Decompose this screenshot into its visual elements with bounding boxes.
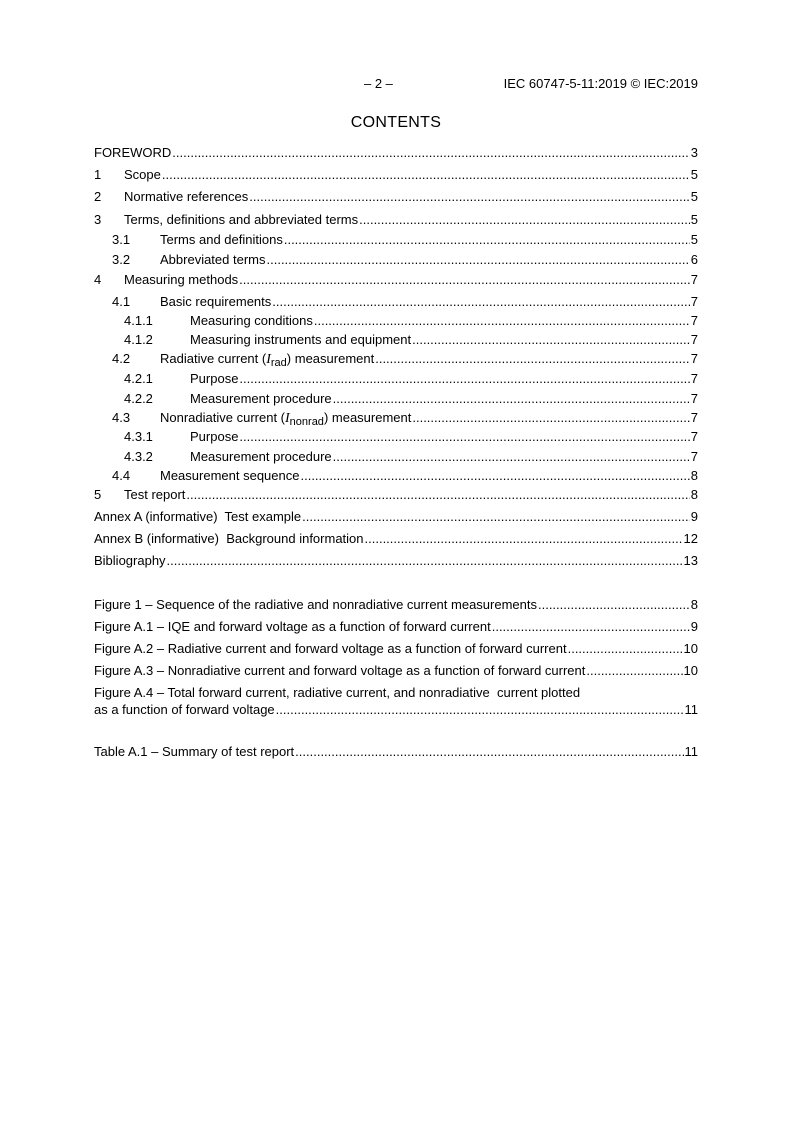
toc-page: 7 [690, 410, 698, 425]
toc-entry-4-3[interactable] [94, 409, 698, 427]
toc-number: 2 [94, 189, 102, 204]
toc-number: 1 [94, 167, 102, 182]
leader-dots [239, 370, 689, 388]
leader-dots [359, 211, 690, 229]
toc-number: 4 [94, 272, 102, 287]
leader-dots [249, 188, 689, 206]
toc-number: 4.4 [112, 468, 131, 483]
page-number: – 2 – [364, 76, 393, 91]
toc-entry-3-2[interactable] [94, 251, 698, 269]
toc-label: Test report [124, 487, 186, 502]
toc-entry-4[interactable] [94, 271, 698, 289]
leader-dots [272, 293, 689, 311]
toc-label: Bibliography [94, 553, 166, 568]
leader-dots [239, 428, 689, 446]
leader-dots [412, 331, 690, 349]
toc-number: 4.3.1 [124, 429, 153, 444]
leader-dots [302, 508, 690, 526]
figure-label-line1: Figure A.4 – Total forward current, radiative current, and nonradiative current plotted [94, 685, 581, 700]
toc-label: Measuring conditions [190, 313, 313, 328]
toc-page: 8 [690, 468, 698, 483]
toc-entry-annex-b[interactable] [94, 530, 698, 548]
symbol-current: I [266, 352, 271, 367]
toc-number: 4.1.1 [124, 313, 153, 328]
leader-dots [333, 390, 690, 408]
toc-page: 7 [690, 391, 698, 406]
toc-page: 7 [690, 313, 698, 328]
figure-page: 10 [683, 663, 698, 678]
leader-dots [365, 530, 683, 548]
leader-dots [300, 467, 689, 485]
toc-number: 4.2.1 [124, 371, 153, 386]
leader-dots [333, 448, 690, 466]
leader-dots [239, 271, 690, 289]
leader-dots [375, 350, 690, 368]
toc-label: Normative references [124, 189, 249, 204]
toc-number: 4.2.2 [124, 391, 153, 406]
toc-number: 4.1 [112, 294, 131, 309]
toc-page: 7 [690, 272, 698, 287]
toc-entry-1[interactable] [94, 166, 698, 184]
toc-label: Measurement procedure [190, 391, 332, 406]
toc-page: 7 [690, 449, 698, 464]
toc-page: 9 [690, 509, 698, 524]
figure-page: 9 [690, 619, 698, 634]
contents-title: CONTENTS [350, 114, 442, 131]
symbol-current: I [285, 411, 290, 426]
toc-entry-3[interactable] [94, 211, 698, 229]
leader-dots [162, 166, 690, 184]
figure-page: 10 [683, 641, 698, 656]
toc-label: Scope [124, 167, 161, 182]
leader-dots [538, 596, 690, 614]
toc-entry-3-1[interactable] [94, 231, 698, 249]
figure-page: 8 [690, 597, 698, 612]
figure-label-line2: as a function of forward voltage [94, 702, 275, 717]
toc-entry-4-4[interactable] [94, 467, 698, 485]
toc-entry-4-3-1[interactable] [94, 428, 698, 446]
toc-label: Measurement procedure [190, 449, 332, 464]
toc-entry-4-3-2[interactable] [94, 448, 698, 466]
toc-label: Measuring methods [124, 272, 239, 287]
leader-dots [295, 743, 683, 761]
figure-entry-a2[interactable] [94, 640, 698, 658]
toc-entry-4-2-2[interactable] [94, 390, 698, 408]
toc-entry-4-2[interactable] [94, 350, 698, 368]
toc-label: Terms, definitions and abbreviated terms [124, 212, 359, 227]
toc-entry-5[interactable] [94, 486, 698, 504]
toc-entry-4-1-1[interactable] [94, 312, 698, 330]
document-id: IEC 60747-5-11:2019 © IEC:2019 [503, 76, 698, 91]
toc-number: 3.1 [112, 232, 131, 247]
leader-dots [167, 552, 683, 570]
toc-number: 3.2 [112, 252, 131, 267]
toc-entry-bibliography[interactable] [94, 552, 698, 570]
figure-label: Figure 1 – Sequence of the radiative and nonradiative current measurements [94, 597, 537, 612]
leader-dots [492, 618, 690, 636]
toc-label: Abbreviated terms [160, 252, 266, 267]
toc-page: 7 [690, 429, 698, 444]
leader-dots [276, 701, 684, 718]
toc-label: Measurement sequence [160, 468, 300, 483]
toc-page: 13 [683, 553, 698, 568]
toc-label: Purpose [190, 371, 239, 386]
toc-number: 5 [94, 487, 102, 502]
toc-label: FOREWORD [94, 145, 172, 160]
toc-page: 3 [690, 145, 698, 160]
toc-page: 5 [690, 232, 698, 247]
leader-dots [586, 662, 682, 680]
label-text: Radiative current ( [160, 351, 267, 366]
figure-label: Figure A.1 – IQE and forward voltage as a function of forward current [94, 619, 491, 634]
toc-label: Terms and definitions [160, 232, 283, 247]
toc-number: 3 [94, 212, 102, 227]
toc-page: 7 [690, 371, 698, 386]
toc-page: 7 [690, 351, 698, 366]
toc-label: Annex A (informative) Test example [94, 509, 302, 524]
leader-dots [284, 231, 690, 249]
leader-dots [568, 640, 683, 658]
figure-entry-a4[interactable] [94, 684, 698, 718]
toc-entry-foreword[interactable] [94, 144, 698, 162]
label-text: ) measurement [286, 351, 375, 366]
toc-page: 7 [690, 332, 698, 347]
toc-number: 4.2 [112, 351, 131, 366]
table-label: Table A.1 – Summary of test report [94, 744, 295, 759]
figure-entry-a3[interactable] [94, 662, 698, 680]
toc-label [160, 409, 411, 428]
toc-number: 4.3.2 [124, 449, 153, 464]
leader-dots [172, 144, 689, 162]
figure-page: 11 [684, 702, 698, 717]
toc-page: 5 [690, 167, 698, 182]
toc-page: 5 [690, 189, 698, 204]
figure-entry-a1[interactable] [94, 618, 698, 636]
leader-dots [314, 312, 690, 330]
toc-page: 8 [690, 487, 698, 502]
toc-entry-4-2-1[interactable] [94, 370, 698, 388]
toc-label: Measuring instruments and equipment [190, 332, 412, 347]
toc-entry-2[interactable] [94, 188, 698, 206]
toc-label [160, 350, 374, 369]
page-header [94, 75, 698, 93]
figure-label: Figure A.3 – Nonradiative current and forward voltage as a function of forward current [94, 663, 586, 678]
toc-page: 6 [690, 252, 698, 267]
toc-label: Annex B (informative) Background information [94, 531, 364, 546]
toc-page: 12 [683, 531, 698, 546]
toc-entry-annex-a[interactable] [94, 508, 698, 526]
toc-entry-4-1[interactable] [94, 293, 698, 311]
toc-page: 7 [690, 294, 698, 309]
toc-label: Purpose [190, 429, 239, 444]
leader-dots [186, 486, 689, 504]
symbol-subscript: rad [270, 357, 287, 369]
label-text: Nonradiative current ( [160, 410, 285, 425]
toc-page: 5 [690, 212, 698, 227]
label-text: ) measurement [323, 410, 412, 425]
figure-entry-1[interactable] [94, 596, 698, 614]
toc-number: 4.3 [112, 410, 131, 425]
table-entry-a1[interactable] [94, 743, 698, 761]
toc-number: 4.1.2 [124, 332, 153, 347]
table-page: 11 [684, 744, 698, 759]
symbol-subscript: nonrad [289, 416, 324, 428]
leader-dots [412, 409, 689, 427]
toc-entry-4-1-2[interactable] [94, 331, 698, 349]
toc-label: Basic requirements [160, 294, 272, 309]
leader-dots [267, 251, 690, 269]
figure-label: Figure A.2 – Radiative current and forward voltage as a function of forward current [94, 641, 567, 656]
